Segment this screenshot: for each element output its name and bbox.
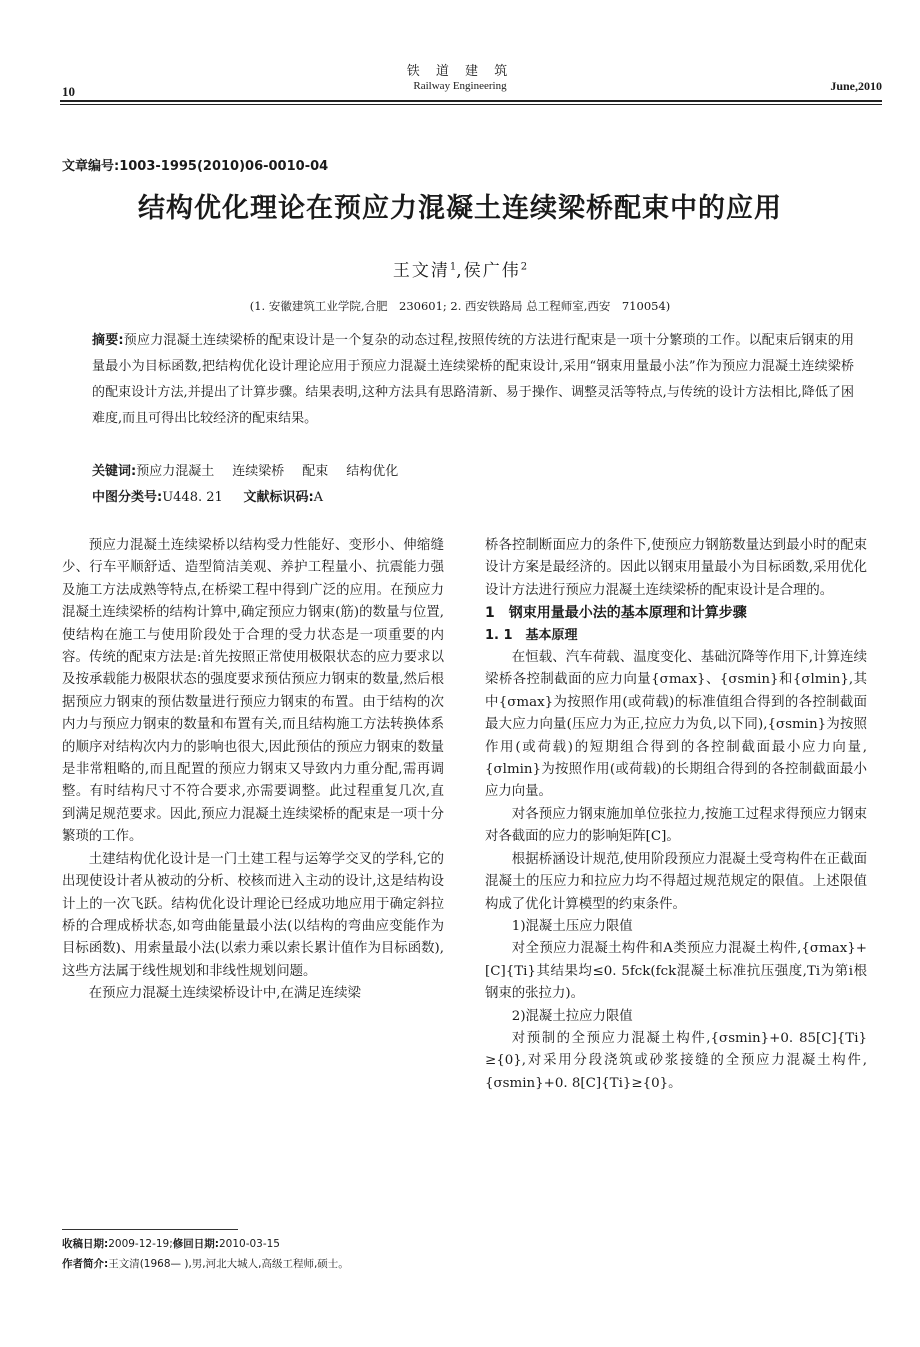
body-paragraph: 在恒载、汽车荷载、温度变化、基础沉降等作用下,计算连续梁桥各控制截面的应力向量{σmax}、{σsmin}和{σlmin},其中{σmax}为按照作用(或荷载)的标准值组合得到的各控制截面最大应力向量(压应力为正,拉应力为负,以下同),{σsmin}为按照作用(或荷载)的短期组合得到的各控制截面最小应力向量,{σlmin}为按照作用(或荷载)的长期组合得到的各控制截面最小应力向量。 xyxy=(485,650,867,800)
journal-name-cn: 铁 道 建 筑 xyxy=(406,64,514,79)
keywords-label: 关键词: xyxy=(92,464,137,479)
footnote-bio xyxy=(62,1256,349,1271)
author-2-affil: 2 xyxy=(520,261,528,273)
keyword: 连续梁桥 xyxy=(232,464,285,479)
body-paragraph: 根据桥涵设计规范,使用阶段预应力混凝土受弯构件在正截面混凝土的压应力和拉应力均不得超过规范规定的限值。上述限值构成了优化计算模型的约束条件。 xyxy=(485,851,867,912)
keyword: 配束 xyxy=(302,464,329,479)
body-paragraph: 在预应力混凝土连续梁桥设计中,在满足连续梁 xyxy=(88,986,361,1002)
author-separator: , xyxy=(456,261,464,281)
authors xyxy=(0,256,920,281)
revised-date: 2010-03-15 xyxy=(218,1238,280,1250)
right-column xyxy=(485,535,867,1095)
footnote-rule xyxy=(62,1229,238,1230)
header-rule xyxy=(60,100,882,102)
body-paragraph: 对各预应力钢束施加单位张拉力,按施工过程求得预应力钢束对各截面的应力的影响矩阵[C]。 xyxy=(485,806,867,845)
header-rule-thin xyxy=(60,104,882,105)
section-heading: 1 钢束用量最小法的基本原理和计算步骤 xyxy=(485,605,747,622)
author-1-affil: 1 xyxy=(449,261,457,273)
bio-text: 王文清(1968— ),男,河北大城人,高级工程师,硕士。 xyxy=(108,1258,349,1270)
issue-date: June,2010 xyxy=(830,79,882,93)
article-number xyxy=(62,155,328,174)
article-number-label: 文章编号: xyxy=(62,159,120,174)
body-paragraph: 桥各控制断面应力的条件下,使预应力钢筋数量达到最小时的配束设计方案是最经济的。因此以钢束用量最小为目标函数,采用优化设计方法进行预应力混凝土连续梁桥的配束设计是合理的。 xyxy=(485,538,867,598)
body-paragraph: 预应力混凝土连续梁桥以结构受力性能好、变形小、伸缩缝少、行车平顺舒适、造型简洁美观、养护工程量小、抗震能力强及施工方法成熟等特点,在桥梁工程中得到广泛的应用。在预应力混凝土连续梁桥的结构计算中,确定预应力钢束(筋)的数量与位置,使结构在施工与使用阶段处于合理的受力状态是一项重要的内容。传统的配束方法是:首先按照正常使用极限状态的应力要求以及按承载能力极限状态的强度要求预估预应力钢束的数量,然后根据预应力钢束的预估数量进行预应力钢束的布置。由于结构的次内力与预应力钢束的数量和布置有关,而且结构施工方法转换体系的顺序对结构次内力的影响也很大,因此预估的预应力钢束的数量是非常粗略的,而且配置的预应力钢束又导致内力重分配,需再调整。有时结构尺寸不符合要求,亦需要调整。此过程重复几次,直到满足规范要求。因此,预应力混凝土连续梁桥的配束是一项十分繁琐的工作。 xyxy=(62,538,444,845)
affiliations: (1. 安徽建筑工业学院,合肥 230601; 2. 西安铁路局 总工程师室,西安 710054) xyxy=(249,299,671,313)
keyword: 预应力混凝土 xyxy=(136,464,215,479)
abstract-text: 预应力混凝土连续梁桥的配束设计是一个复杂的动态过程,按照传统的方法进行配束是一项十分繁琐的工作。以配束后钢束的用量最小为目标函数,把结构优化设计理论应用于预应力混凝土连续梁桥的配束设计,采用“钢束用量最小法”作为预应力混凝土连续梁桥的配束设计方法,并提出了计算步骤。结果表明,这种方法具有思路清新、易于操作、调整灵活等特点,与传统的设计方法相比,降低了困难度,而且可得出比较经济的配束结果。 xyxy=(92,333,854,426)
left-column xyxy=(62,535,444,1006)
revised-label: 修回日期: xyxy=(172,1238,219,1250)
subsection-heading: 1. 1 基本原理 xyxy=(485,627,578,643)
footnote-dates xyxy=(62,1236,280,1251)
paper-title: 结构优化理论在预应力混凝土连续梁桥配束中的应用 xyxy=(138,193,782,224)
list-item: 2)混凝土拉应力限值 xyxy=(511,1008,633,1024)
journal-name-en: Railway Engineering xyxy=(413,80,507,92)
list-item: 1)混凝土压应力限值 xyxy=(511,918,633,934)
received-label: 收稿日期: xyxy=(62,1238,109,1250)
abstract-label: 摘要: xyxy=(92,333,124,348)
article-number-value: 1003-1995(2010)06-0010-04 xyxy=(119,159,329,174)
doc-code-label: 文献标识码: xyxy=(243,490,314,505)
clc-label: 中图分类号: xyxy=(92,490,163,505)
body-paragraph: 对全预应力混凝土构件和A类预应力混凝土构件,{σmax}+[C]{Ti}其结果均≤0. 5fck(fck混凝土标准抗压强度,Ti为第i根钢束的张拉力)。 xyxy=(485,941,867,1002)
author-2: 侯广伟 xyxy=(463,261,521,281)
classification xyxy=(92,486,323,505)
page-number: 10 xyxy=(62,84,75,99)
keyword: 结构优化 xyxy=(346,464,399,479)
body-paragraph: 对预制的全预应力混凝土构件,{σsmin}+0. 85[C]{Ti}≥{0},对采用分段浇筑或砂浆接缝的全预应力混凝土构件,{σsmin}+0. 8[C]{Ti}≥{0}。 xyxy=(485,1030,867,1091)
clc-value: U448. 21 xyxy=(162,490,223,505)
body-paragraph: 土建结构优化设计是一门土建工程与运筹学交叉的学科,它的出现使设计者从被动的分析、校核而进入主动的设计,这是结构设计上的一次飞跃。结构优化设计理论已经成功地应用于确定斜拉桥的合理成桥状态,如弯曲能量最小法(以结构的弯曲应变能作为目标函数)、用索量最小法(以索力乘以索长累计值作为目标函数),这些方法属于线性规划和非线性规划问题。 xyxy=(62,851,444,979)
bio-label: 作者简介: xyxy=(62,1258,109,1270)
doc-code-value: A xyxy=(313,490,324,505)
keywords xyxy=(92,460,416,479)
abstract xyxy=(92,328,854,432)
author-1: 王文清 xyxy=(392,261,450,281)
received-date: 2009-12-19; xyxy=(108,1238,173,1250)
